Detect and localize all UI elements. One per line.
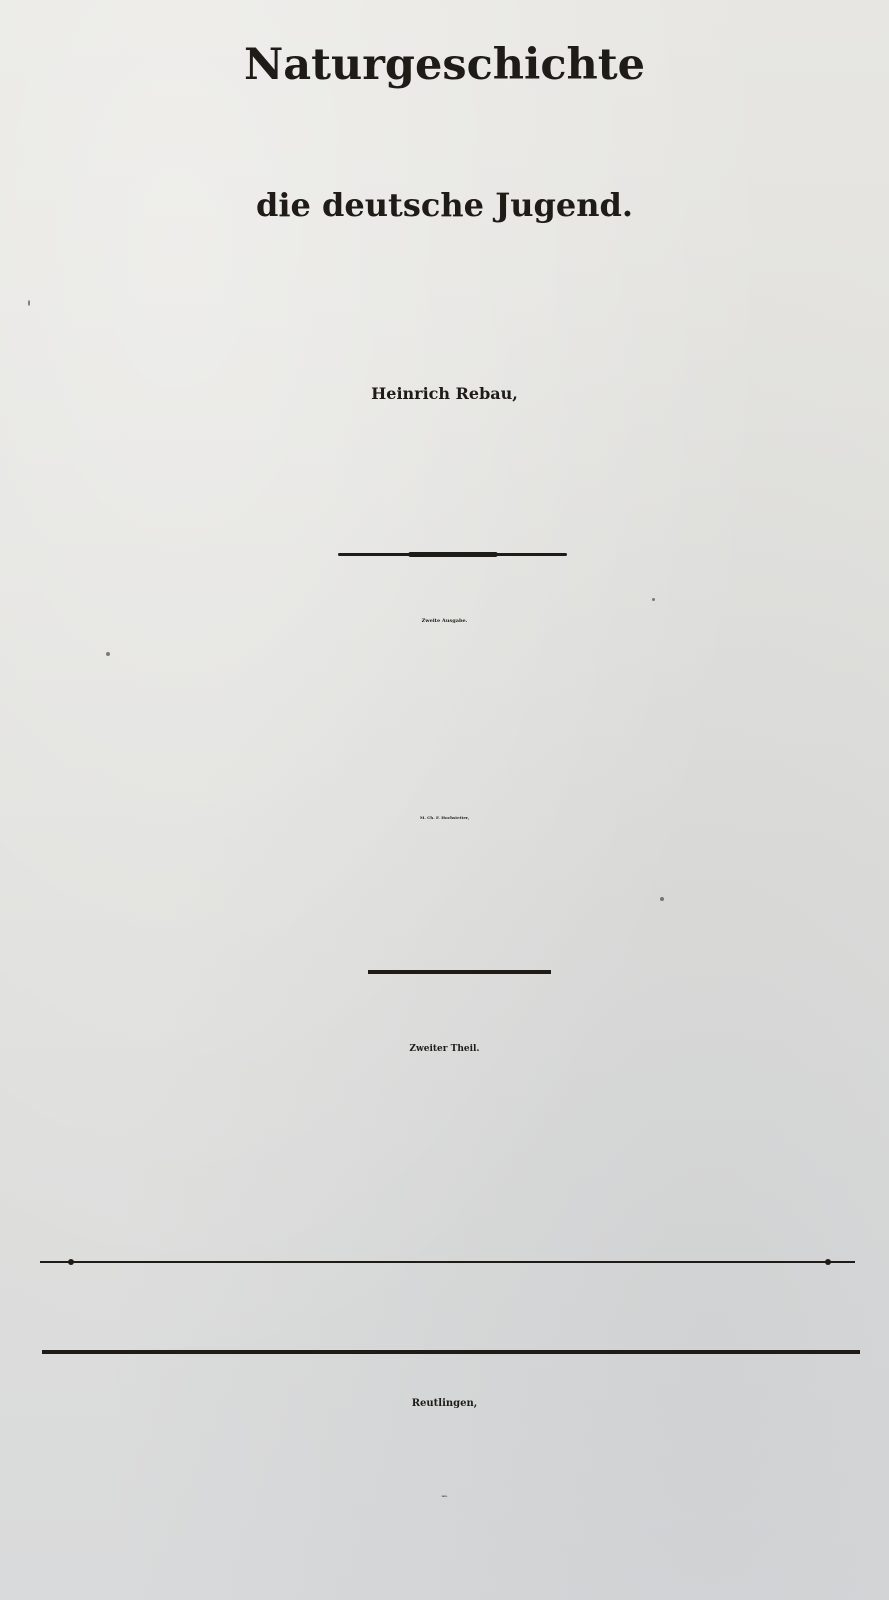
paper-speck [652,598,655,601]
volume-part: Zweiter Theil. [409,1044,480,1054]
paper-speck [28,300,30,306]
edition-statement: Zweite Ausgabe. [421,618,468,624]
divider-rule-bottom [42,1350,860,1354]
editor-name: M. Ch. F. Hochstetter, [419,815,470,820]
imprint-city: Reutlingen, [411,1398,478,1409]
book-title: Naturgeschichte [243,40,646,90]
imprint-year: 1829. [441,1496,448,1498]
dotted-rule [40,1261,855,1263]
paper-speck [106,652,110,656]
ornamental-rule-top [338,553,567,556]
audience-line: die deutsche Jugend. [256,186,633,224]
author-name: Heinrich Rebau, [371,384,518,403]
divider-rule-middle [368,970,551,974]
paper-speck [660,897,664,901]
